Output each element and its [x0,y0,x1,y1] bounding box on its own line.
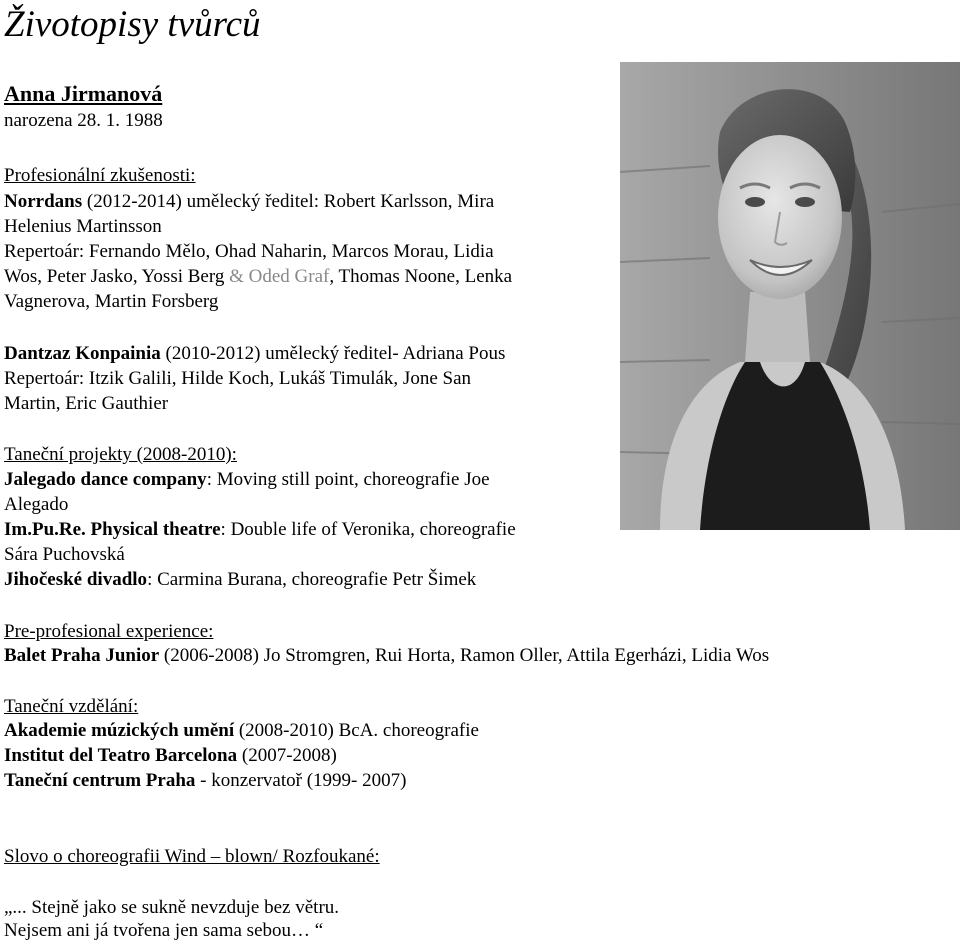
impure-name: Im.Pu.Re. Physical theatre [4,519,221,540]
dantzaz-line-2: Repertoár: Itzik Galili, Hilde Koch, Lukáš Timulák, Jone San [4,368,472,389]
jihoceske-details: : Carmina Burana, choreografie Petr Šimek [147,569,477,590]
dantzaz-details: (2010-2012) umělecký ředitel- Adriana Pous [160,343,506,364]
person-name: Anna Jirmanová [4,81,163,106]
education-item [4,744,337,768]
dantzaz-name: Dantzaz Konpainia [4,343,161,364]
norrdans-line-4-grey: & Oded Graf [229,266,330,287]
norrdans-details: (2012-2014) umělecký ředitel: Robert Karlsson, Mira [82,191,495,212]
dantzaz-line-1 [4,342,505,366]
impure-line-2: Sára Puchovská [4,544,125,565]
impure-details: : Double life of Veronika, choreografie [220,519,516,540]
impure-line-1 [4,518,516,542]
norrdans-line-1 [4,190,494,214]
norrdans-line-4-c: , Thomas Noone, Lenka [329,266,513,287]
portrait-photo [620,62,960,530]
education-item-name: Akademie múzických umění [4,720,235,741]
quote-line-2: Nejsem ani já tvořena jen sama sebou… “ [4,920,324,941]
education-item-details: (2007-2008) [237,745,337,766]
jihoceske-name: Jihočeské divadlo [4,569,148,590]
norrdans-line-5: Vagnerova, Martin Forsberg [4,291,219,312]
norrdans-name: Norrdans [4,191,83,212]
education-item [4,769,406,793]
portrait-photo-illustration [620,62,960,530]
education-item-details: - konzervatoř (1999- 2007) [195,770,407,791]
education-item-details: (2008-2010) BcA. choreografie [234,720,479,741]
choreography-heading: Slovo o choreografii Wind – blown/ Rozfoukané: [4,846,380,867]
page-title: Životopisy tvůrců [4,4,261,45]
norrdans-line-4 [4,265,512,289]
jihoceske-line [4,568,476,592]
norrdans-line-2: Helenius Martinsson [4,216,162,237]
education-item [4,719,479,743]
quote-line-1: „... Stejně jako se sukně nevzduje bez větru. [4,897,340,918]
jalegado-details: : Moving still point, choreografie Joe [206,469,490,490]
jalegado-line-2: Alegado [4,494,69,515]
balet-details: (2006-2008) Jo Stromgren, Rui Horta, Ramon Oller, Attila Egerházi, Lidia Wos [159,645,770,666]
projects-heading: Taneční projekty (2008-2010): [4,444,237,465]
balet-line [4,644,769,668]
education-item-name: Taneční centrum Praha [4,770,196,791]
balet-name: Balet Praha Junior [4,645,160,666]
professional-heading: Profesionální zkušenosti: [4,165,196,186]
dantzaz-line-3: Martin, Eric Gauthier [4,393,169,414]
preprofessional-heading: Pre-profesional experience: [4,621,214,642]
education-item-name: Institut del Teatro Barcelona [4,745,238,766]
jalegado-name: Jalegado dance company [4,469,207,490]
education-heading: Taneční vzdělání: [4,696,139,717]
jalegado-line-1 [4,468,490,492]
norrdans-line-4-a: Wos, Peter Jasko, Yossi Berg [4,266,230,287]
birth-date: narozena 28. 1. 1988 [4,110,163,131]
norrdans-line-3: Repertoár: Fernando Mělo, Ohad Naharin, Marcos Morau, Lidia [4,241,494,262]
